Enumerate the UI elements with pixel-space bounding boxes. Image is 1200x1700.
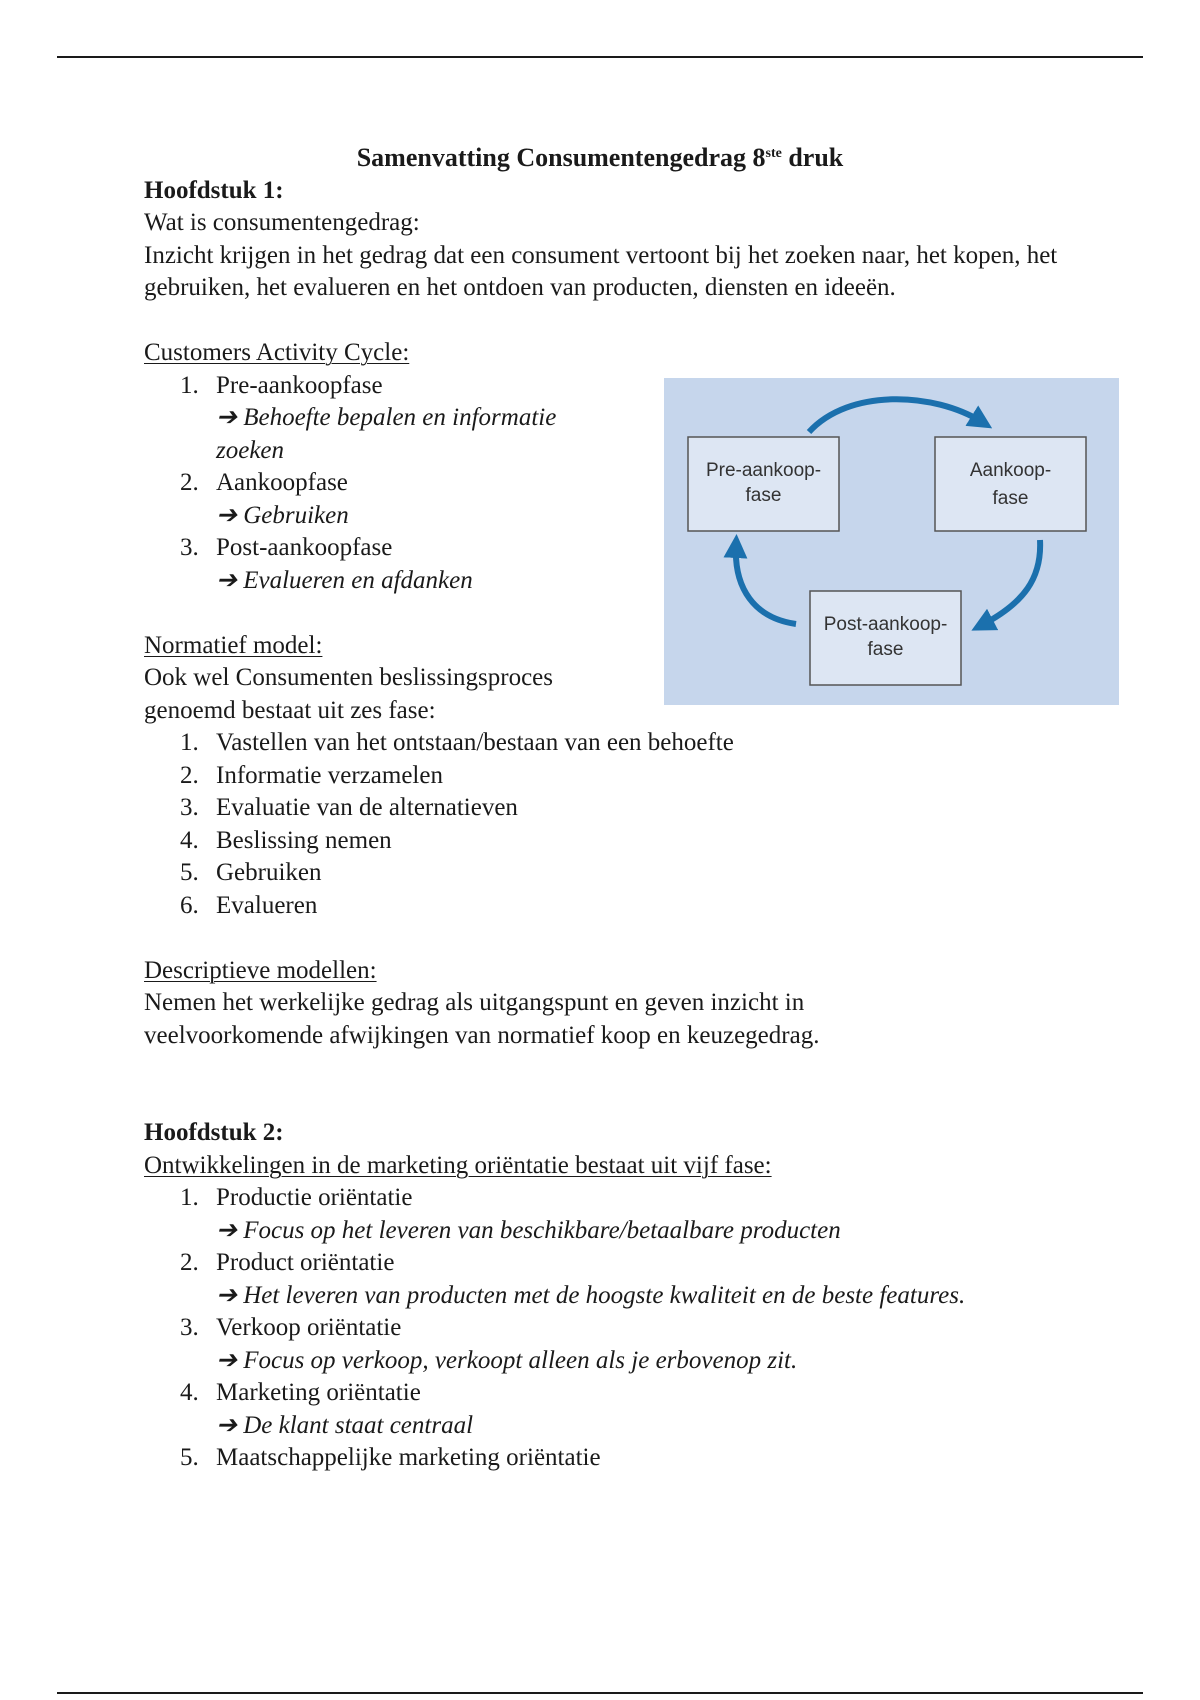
page-title: Samenvatting Consumentengedrag 8ste druk xyxy=(356,143,844,172)
list-item: 1. Vastellen van het ontstaan/bestaan van een behoefte xyxy=(180,729,734,756)
descriptief-title: Descriptieve modellen: xyxy=(144,956,377,984)
arrow-right-icon: ➔ xyxy=(216,1281,237,1309)
arrow-right-icon: ➔ xyxy=(216,404,237,431)
customer-activity-cycle-diagram xyxy=(664,378,1119,705)
list-item: 3. Post-aankoopfase ➔ Evalueren en afdanken xyxy=(180,534,473,594)
svg-text:fase: fase xyxy=(867,639,904,660)
list-item: 1. Productie oriëntatie ➔ Focus op het leveren van beschikbare/betaalbare producten xyxy=(180,1184,841,1244)
box-pre-aankoopfase xyxy=(688,437,839,531)
normatief-description: Ook wel Consumenten beslissingsproces genoemd bestaat uit zes fase: xyxy=(144,664,553,724)
list-item: 6. Evalueren xyxy=(180,891,318,919)
bottom-rule xyxy=(57,1692,1143,1694)
cac-title: Customers Activity Cycle: xyxy=(144,339,410,366)
list-item: 3. Verkoop oriëntatie ➔ Focus op verkoop, verkoopt alleen als je erbovenop zit. xyxy=(180,1314,798,1374)
normatief-list xyxy=(144,727,1104,922)
list-item: 2. Informatie verzamelen xyxy=(180,761,443,789)
arrow-right-icon: ➔ xyxy=(216,1411,237,1439)
list-item: 4. Beslissing nemen xyxy=(180,826,392,854)
chapter-1-heading: Hoofdstuk 1: xyxy=(144,176,284,204)
marketing-phases-list xyxy=(144,1182,984,1475)
definition-text: Inzicht krijgen in het gedrag dat een consument vertoont bij het zoeken naar, het kopen, het gebruiken, het evalueren en het ontdoen van producten, diensten en ideeën. xyxy=(144,241,1058,301)
list-item: 2. Aankoopfase ➔ Gebruiken xyxy=(180,469,349,529)
box-post-aankoopfase xyxy=(810,591,961,685)
list-item: 2. Product oriëntatie ➔ Het leveren van producten met de hoogste kwaliteit en de beste features. xyxy=(180,1249,966,1309)
descriptief-description: Nemen het werkelijke gedrag als uitgangspunt en geven inzicht in veelvoorkomende afwijkingen van normatief koop en keuzegedrag. xyxy=(144,989,820,1049)
list-item: 4. Marketing oriëntatie ➔ De klant staat centraal xyxy=(180,1379,474,1439)
svg-text:Pre-aankoop-: Pre-aankoop- xyxy=(705,460,822,481)
arrow-right-icon: ➔ xyxy=(216,1216,237,1244)
normatief-title: Normatief model: xyxy=(144,631,323,659)
list-item: 5. Maatschappelijke marketing oriëntatie xyxy=(180,1444,601,1471)
svg-text:fase: fase xyxy=(745,485,782,506)
box-aankoopfase xyxy=(935,437,1086,531)
document-body xyxy=(144,142,1104,1475)
list-item: 5. Gebruiken xyxy=(180,859,322,886)
arrow-right-icon: ➔ xyxy=(216,566,237,594)
svg-text:Post-aankoop-: Post-aankoop- xyxy=(823,614,948,635)
list-item: 1. Pre-aankoopfase ➔ Behoefte bepalen en informatie zoeken xyxy=(180,371,557,464)
chapter-2-heading: Hoofdstuk 2: xyxy=(144,1119,284,1146)
arrow-right-icon: ➔ xyxy=(216,1346,237,1374)
cac-list xyxy=(144,370,624,598)
question-text: Wat is consumentengedrag: xyxy=(144,209,420,236)
svg-text:Aankoop-: Aankoop- xyxy=(969,460,1052,481)
top-rule xyxy=(57,56,1143,58)
list-item: 3. Evaluatie van de alternatieven xyxy=(180,794,518,821)
svg-text:fase: fase xyxy=(992,488,1029,509)
ch2-intro: Ontwikkelingen in de marketing oriëntatie bestaat uit vijf fase: xyxy=(144,1151,772,1179)
arrow-right-icon: ➔ xyxy=(216,501,237,529)
